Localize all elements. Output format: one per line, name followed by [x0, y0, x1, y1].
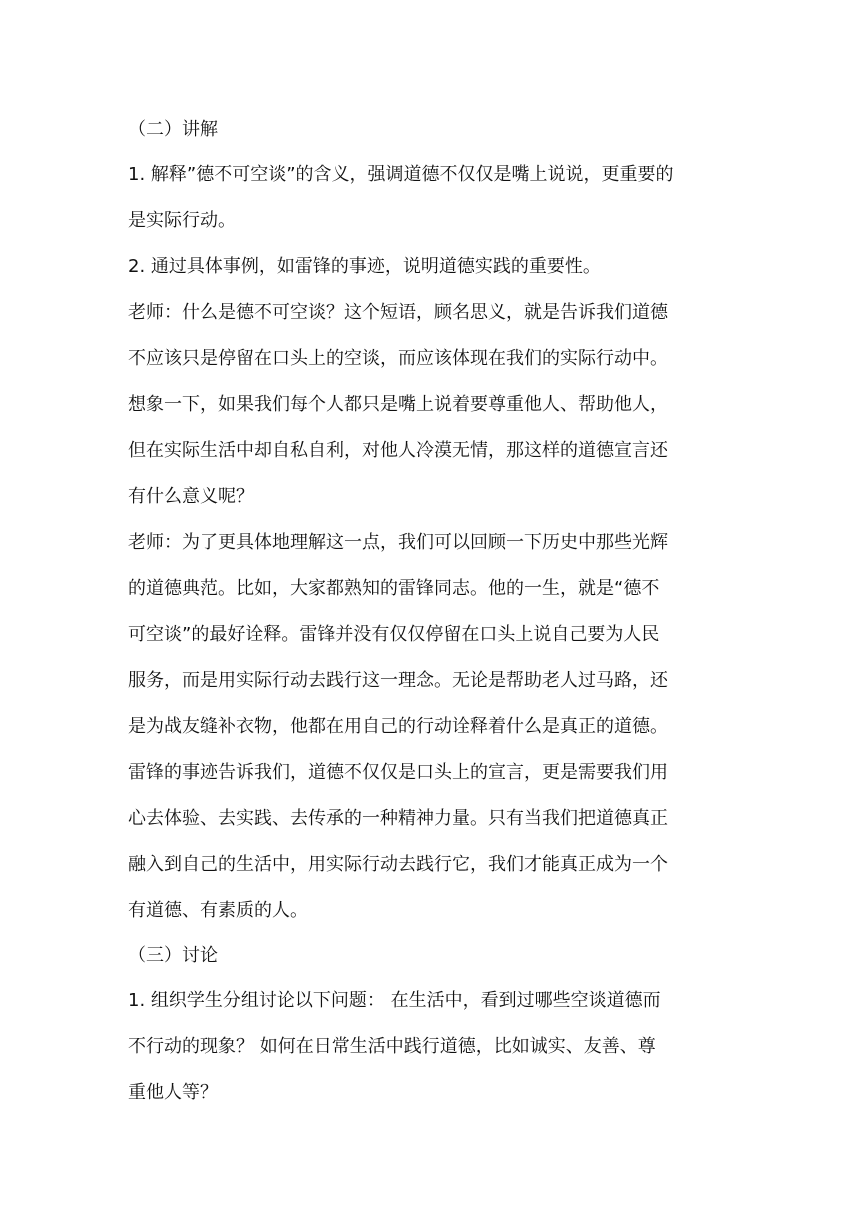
paragraph-line: 不行动的现象？ 如何在日常生活中践行道德，比如诚实、友善、尊	[128, 1036, 656, 1057]
paragraph-line: 有道德、有素质的人。	[128, 900, 308, 921]
paragraph-line: 雷锋的事迹告诉我们，道德不仅仅是口头上的宣言，更是需要我们用	[128, 762, 668, 783]
paragraph-line: 老师：什么是德不可空谈？这个短语，顾名思义，就是告诉我们道德	[128, 302, 668, 323]
paragraph-line: 服务，而是用实际行动去践行这一理念。无论是帮助老人过马路，还	[128, 670, 668, 691]
paragraph-line: 1. 解释”德不可空谈”的含义，强调道德不仅仅是嘴上说说，更重要的	[128, 164, 674, 185]
paragraph-line: 融入到自己的生活中，用实际行动去践行它，我们才能真正成为一个	[128, 854, 668, 875]
paragraph-line: 可空谈”的最好诠释。雷锋并没有仅仅停留在口头上说自己要为人民	[128, 624, 660, 645]
paragraph-line: 是实际行动。	[128, 210, 236, 231]
paragraph-line: 2. 通过具体事例，如雷锋的事迹，说明道德实践的重要性。	[128, 256, 601, 277]
paragraph-line: 是为战友缝补衣物，他都在用自己的行动诠释着什么是真正的道德。	[128, 716, 668, 737]
paragraph-line: 心去体验、去实践、去传承的一种精神力量。只有当我们把道德真正	[128, 808, 668, 829]
paragraph-line: 想象一下，如果我们每个人都只是嘴上说着要尊重他人、帮助他人，	[128, 394, 668, 415]
paragraph-line: 1. 组织学生分组讨论以下问题： 在生活中，看到过哪些空谈道德而	[128, 990, 661, 1011]
paragraph-line: 但在实际生活中却自私自利，对他人冷漠无情，那这样的道德宣言还	[128, 440, 668, 461]
section-heading-discussion: （三）讨论	[128, 945, 218, 966]
paragraph-line: 重他人等？	[128, 1082, 218, 1103]
paragraph-line: 有什么意义呢？	[128, 486, 254, 507]
paragraph-line: 老师：为了更具体地理解这一点，我们可以回顾一下历史中那些光辉	[128, 532, 668, 553]
paragraph-line: 的道德典范。比如，大家都熟知的雷锋同志。他的一生，就是“德不	[128, 578, 660, 599]
paragraph-line: 不应该只是停留在口头上的空谈，而应该体现在我们的实际行动中。	[128, 348, 668, 369]
section-heading-explanation: （二）讲解	[128, 119, 218, 140]
document-body	[128, 108, 732, 1116]
